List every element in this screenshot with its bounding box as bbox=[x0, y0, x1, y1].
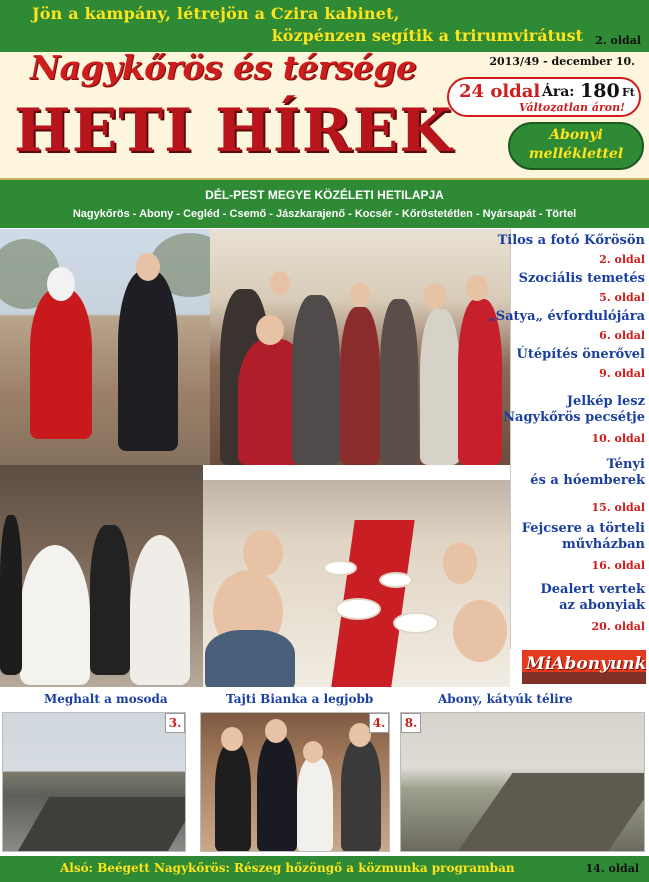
top-headline-page: 2. oldal bbox=[595, 34, 641, 47]
road-shape bbox=[449, 773, 645, 852]
person-figure bbox=[215, 743, 251, 852]
headline-item[interactable] bbox=[503, 394, 645, 446]
headline-item[interactable] bbox=[519, 271, 645, 305]
info-bar bbox=[0, 180, 649, 228]
person-figure bbox=[340, 307, 380, 465]
child-face bbox=[443, 542, 477, 584]
headline-page: 15. oldal bbox=[591, 501, 645, 514]
santa-beard bbox=[47, 267, 75, 301]
plate bbox=[323, 560, 357, 576]
miabonyunk-logo[interactable] bbox=[522, 650, 646, 684]
price-label: Ára: bbox=[542, 84, 575, 100]
headline-title-line2: és a hóemberek bbox=[530, 473, 645, 488]
person-head bbox=[221, 727, 243, 751]
plate bbox=[335, 598, 381, 620]
person-figure bbox=[297, 757, 333, 852]
price-badge bbox=[447, 77, 641, 117]
thumb-page-badge: 3. bbox=[165, 713, 185, 733]
santa-figure bbox=[30, 289, 92, 439]
footer-bar bbox=[0, 856, 649, 882]
plate bbox=[393, 612, 439, 634]
headline-column bbox=[488, 229, 649, 649]
supplement-badge bbox=[508, 122, 644, 170]
price-note: Változatlan áron! bbox=[519, 101, 625, 114]
person-figure bbox=[420, 309, 460, 465]
headline-item[interactable] bbox=[530, 457, 645, 515]
child-figure bbox=[205, 630, 295, 687]
towns-list: Nagykőrös - Abony - Cegléd - Csemő - Jászkarajenő - Kocsér - Kőröstetétlen - Nyársapát - Törtel bbox=[72, 208, 577, 220]
person-head bbox=[265, 719, 287, 743]
headline-page: 6. oldal bbox=[599, 329, 645, 342]
thumb-caption-1[interactable]: Meghalt a mosoda bbox=[44, 692, 168, 706]
headline-item[interactable] bbox=[498, 233, 645, 267]
headline-page: 16. oldal bbox=[591, 559, 645, 572]
headline-title-line2: Nagykőrös pecsétje bbox=[503, 410, 645, 425]
headline-page: 5. oldal bbox=[599, 291, 645, 304]
top-headline-line1[interactable]: Jön a kampány, létrejön a Czira kabinet, bbox=[32, 4, 400, 23]
person-head bbox=[466, 275, 488, 301]
person-head bbox=[349, 723, 371, 747]
supplement-line1: Abonyi bbox=[549, 127, 603, 143]
footer-headline[interactable]: Alsó: Beégett Nagykőrös: Részeg hőzöngő a közmunka programban bbox=[60, 861, 515, 875]
page-count: 24 oldal bbox=[459, 81, 541, 102]
thumb-page-badge: 8. bbox=[401, 713, 421, 733]
photo-santa-parade[interactable] bbox=[0, 229, 210, 465]
thumb-award-photo[interactable] bbox=[200, 712, 390, 852]
headline-item[interactable] bbox=[540, 582, 645, 634]
headline-title: Dealert vertek bbox=[540, 582, 645, 597]
dress-figure bbox=[130, 535, 190, 685]
headline-title: „Satya„ évfordulójára bbox=[488, 309, 645, 324]
person-head bbox=[350, 283, 370, 307]
photo-children-lunch[interactable] bbox=[203, 480, 510, 687]
headline-page: 2. oldal bbox=[599, 253, 645, 266]
person-head bbox=[256, 315, 284, 345]
photo-group-award[interactable] bbox=[210, 229, 510, 465]
issue-date: 2013/49 - december 10. bbox=[489, 55, 635, 68]
suit-figure bbox=[0, 515, 22, 675]
price-value: 180 bbox=[580, 80, 620, 102]
headline-title: Szociális temetés bbox=[518, 271, 645, 286]
masthead bbox=[0, 48, 649, 180]
headline-item[interactable] bbox=[488, 309, 645, 343]
tagline: DÉL-PEST MEGYE KÖZÉLETI HETILAPJA bbox=[205, 188, 444, 202]
person-head bbox=[270, 271, 290, 295]
person-figure bbox=[341, 739, 381, 852]
headline-page: 10. oldal bbox=[591, 432, 645, 445]
headline-item[interactable] bbox=[517, 347, 645, 381]
dress-figure bbox=[20, 545, 90, 685]
headline-title-line2: művházban bbox=[562, 537, 645, 552]
region-title: Nagykőrös és térsége bbox=[30, 48, 417, 87]
child-face bbox=[453, 600, 507, 662]
headline-page: 20. oldal bbox=[591, 620, 645, 633]
headline-title: Tényi bbox=[606, 457, 645, 472]
person-figure bbox=[380, 299, 418, 465]
thumb-page-badge: 4. bbox=[369, 713, 389, 733]
headline-title: Jelkép lesz bbox=[566, 394, 645, 409]
man-head bbox=[136, 253, 160, 281]
headline-page: 9. oldal bbox=[599, 367, 645, 380]
suit-figure bbox=[90, 525, 130, 675]
masthead-title: HETI HÍREK bbox=[14, 96, 453, 166]
headline-title: Fejcsere a törteli bbox=[521, 521, 645, 536]
footer-page: 14. oldal bbox=[585, 862, 639, 875]
child-face bbox=[243, 530, 283, 576]
man-figure bbox=[118, 271, 178, 451]
headline-title-line2: az abonyiak bbox=[559, 598, 645, 613]
thumb-laundry-ruins[interactable] bbox=[2, 712, 186, 852]
headline-title: Útépítés önerővel bbox=[516, 347, 645, 362]
price-currency: Ft bbox=[622, 86, 635, 99]
road-shape bbox=[17, 797, 186, 852]
plate bbox=[379, 572, 413, 588]
photo-ball-dance[interactable] bbox=[0, 465, 203, 687]
headline-title: Tilos a fotó Kőrösön bbox=[497, 233, 645, 248]
thumb-potholes-road[interactable] bbox=[400, 712, 645, 852]
thumb-caption-3[interactable]: Abony, kátyúk télire bbox=[438, 692, 573, 706]
person-figure bbox=[292, 295, 340, 465]
top-banner bbox=[0, 0, 649, 52]
person-head bbox=[303, 741, 323, 763]
top-headline-line2[interactable]: közpénzen segítik a trirumvirátust bbox=[271, 26, 583, 45]
person-figure bbox=[257, 735, 297, 852]
headline-item[interactable] bbox=[522, 521, 645, 573]
supplement-line2: melléklettel bbox=[528, 146, 624, 162]
person-head bbox=[424, 283, 446, 309]
logo-text: MiAbonyunk bbox=[526, 654, 647, 674]
thumb-caption-2[interactable]: Tajti Bianka a legjobb bbox=[226, 692, 374, 706]
